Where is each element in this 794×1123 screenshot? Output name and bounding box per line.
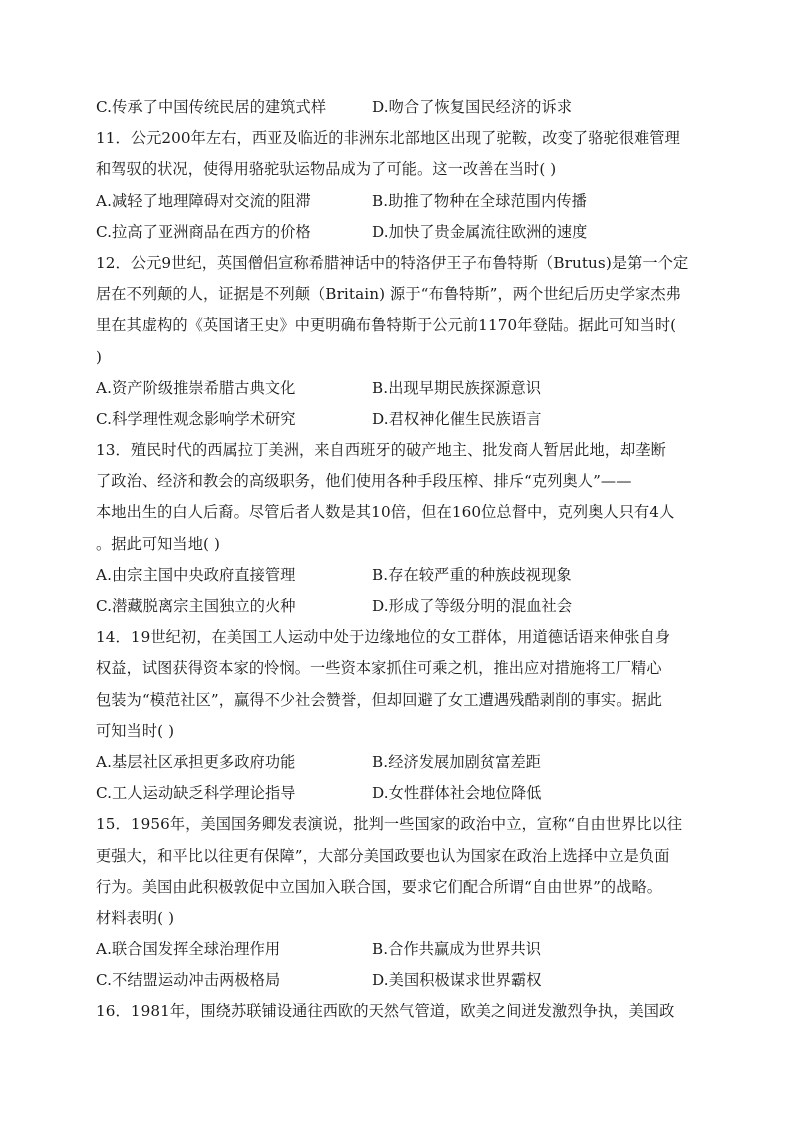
q12-stem-line-3: 里在其虚构的《英国诸王史》中更明确布鲁特斯于公元前1170年登陆。据此可知当时(	[96, 316, 677, 335]
q13-option-d: D.形成了等级分明的混血社会	[372, 597, 573, 615]
question-12	[96, 248, 700, 435]
q15-options-cd	[96, 965, 700, 996]
q13-stem-line-1: 13．殖民时代的西属拉丁美洲，来自西班牙的破产地主、批发商人暂居此地，却垄断	[96, 441, 666, 460]
q11-option-b: B.助推了物种在全球范围内传播	[372, 191, 587, 210]
q15-stem-line-1: 15．1956年，美国国务卿发表演说，批判一些国家的政治中立，宣称“自由世界比以往	[96, 815, 683, 834]
q14-option-b: B.经济发展加剧贫富差距	[372, 752, 542, 771]
q10-options-cd	[96, 92, 700, 123]
q12-option-d: D.君权神化催生民族语言	[372, 409, 542, 428]
exam-page	[96, 92, 700, 1028]
q12-options-ab	[96, 373, 700, 404]
q15-option-a: A.联合国发挥全球治理作用	[96, 940, 281, 959]
q12-stem-line-4: )	[96, 347, 103, 366]
q14-stem-line-3: 包装为“模范社区”，赢得不少社会赞誉，但却回避了女工遭遇残酷剥削的事实。据此	[96, 690, 663, 709]
q15-stem-line-3: 行为。美国由此积极敦促中立国加入联合国，要求它们配合所谓“自由世界”的战略。	[96, 877, 663, 896]
q11-option-c: C.拉高了亚洲商品在西方的价格	[96, 222, 311, 241]
q10-option-d: D.吻合了恢复国民经济的诉求	[372, 98, 573, 116]
q11-option-d: D.加快了贵金属流往欧洲的速度	[372, 222, 588, 241]
q12-option-b: B.出现早期民族探源意识	[372, 378, 542, 397]
q13-stem-line-3: 本地出生的白人后裔。尽管后者人数是其10倍，但在160位总督中，克列奥人只有4人	[96, 503, 675, 522]
q14-stem-line-1: 14．19世纪初，在美国工人运动中处于边缘地位的女工群体，用道德话语来伸张自身	[96, 628, 671, 647]
q14-options-cd	[96, 778, 700, 809]
q13-option-c: C.潜藏脱离宗主国独立的火种	[96, 597, 296, 615]
q11-options-ab	[96, 186, 700, 217]
q13-options-cd	[96, 591, 700, 622]
q11-option-a: A.减轻了地理障碍对交流的阻滞	[96, 191, 311, 210]
q13-options-ab	[96, 560, 700, 591]
q11-stem-line-1: 11．公元200年左右，西亚及临近的非洲东北部地区出现了驼鞍，改变了骆驼很难管理	[96, 129, 680, 148]
q11-stem-line-2: 和驾驭的状况，使得用骆驼驮运物品成为了可能。这一改善在当时( )	[96, 160, 557, 179]
q16-stem-line-1: 16．1981年，围绕苏联铺设通往西欧的天然气管道，欧美之间迸发激烈争执，美国政	[96, 1002, 675, 1021]
q15-stem-line-2: 更强大，和平比以往更有保障”，大部分美国政要也认为国家在政治上选择中立是负面	[96, 846, 670, 865]
q14-option-c: C.工人运动缺乏科学理论指导	[96, 784, 296, 803]
question-14	[96, 622, 700, 809]
q14-stem-line-2: 权益，试图获得资本家的怜悯。一些资本家抓住可乘之机，推出应对措施将工厂精心	[96, 659, 662, 678]
q12-stem-line-1: 12．公元9世纪，英国僧侣宣称希腊神话中的特洛伊王子布鲁特斯（Brutus)是第一个定	[96, 253, 689, 272]
q15-options-ab	[96, 934, 700, 965]
q13-option-a: A.由宗主国中央政府直接管理	[96, 565, 296, 584]
q15-option-d: D.美国积极谋求世界霸权	[372, 971, 542, 990]
q13-stem-line-2: 了政治、经济和教会的高级职务，他们使用各种手段压榨、排斥“克列奥人”——	[96, 472, 632, 491]
q14-options-ab	[96, 747, 700, 778]
question-16	[96, 996, 700, 1027]
q13-option-b: B.存在较严重的种族歧视现象	[372, 565, 572, 584]
q15-option-b: B.合作共赢成为世界共识	[372, 940, 542, 959]
question-15	[96, 809, 700, 996]
q12-stem-line-2: 居在不列颠的人，证据是不列颠（Britain) 源于“布鲁特斯”，两个世纪后历史学家杰弗	[96, 285, 681, 304]
q15-stem-line-4: 材料表明( )	[96, 908, 175, 927]
q11-options-cd	[96, 217, 700, 248]
q15-option-c: C.不结盟运动冲击两极格局	[96, 971, 281, 990]
q14-option-a: A.基层社区承担更多政府功能	[96, 752, 296, 771]
q13-stem-line-4: 。据此可知当地( )	[96, 534, 220, 553]
q12-options-cd	[96, 404, 700, 435]
q12-option-a: A.资产阶级推崇希腊古典文化	[96, 378, 296, 397]
q10-option-c: C.传承了中国传统民居的建筑式样	[96, 98, 327, 116]
q14-option-d: D.女性群体社会地位降低	[372, 784, 542, 803]
q12-option-c: C.科学理性观念影响学术研究	[96, 409, 296, 428]
question-13	[96, 435, 700, 622]
question-11	[96, 123, 700, 248]
q14-stem-line-4: 可知当时( )	[96, 721, 175, 740]
